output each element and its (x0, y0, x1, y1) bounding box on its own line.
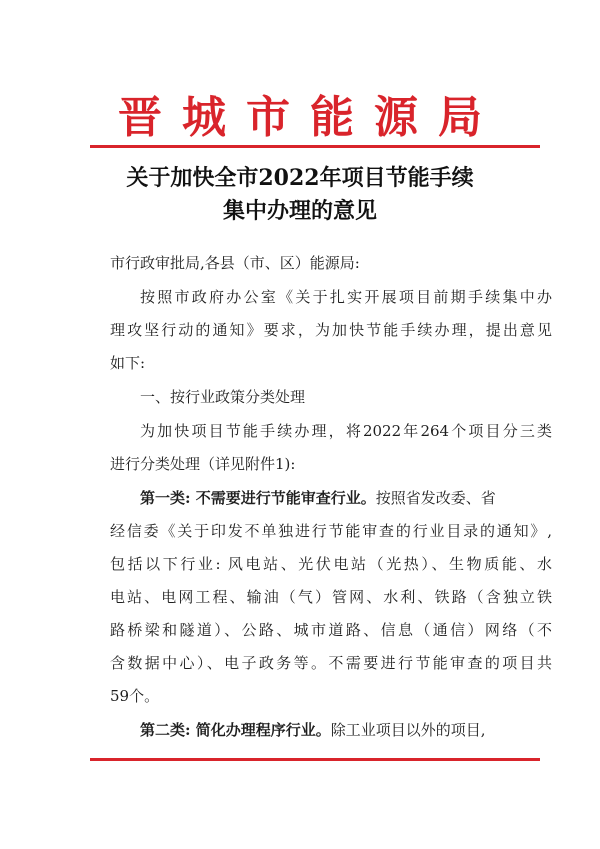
intro-line-2 (110, 318, 552, 343)
category-1-line-4 (110, 585, 552, 610)
intro-line-1 (140, 285, 552, 310)
section-1-para-line-1-text: 为加快项目节能手续办理，将2022年264个项目分三类 (140, 422, 552, 440)
category-1-line-1-rest: 按照省发改委、省 (375, 489, 496, 507)
masthead-title: 晋城市能源局 (118, 92, 502, 143)
category-1-line-4-text: 电站、电网工程、输油（气）管网、水利、铁路（含独立铁 (110, 588, 552, 606)
category-1-line-5 (110, 618, 552, 643)
category-2-line-1 (140, 718, 552, 743)
section-1-para-line-2: 进行分类处理（详见附件1): (110, 455, 296, 473)
category-1-line-3-text: 包括以下行业: 风电站、光伏电站（光热）、生物质能、水 (110, 555, 552, 573)
category-2-label: 第二类: 简化办理程序行业。 (140, 721, 331, 739)
intro-line-2-text: 理攻坚行动的通知》要求，为加快节能手续办理，提出意见 (110, 321, 552, 339)
category-1-line-5-text: 路桥梁和隧道）、公路、城市道路、信息（通信）网络（不 (110, 621, 552, 639)
category-1-line-1 (140, 486, 552, 511)
category-1-line-7: 59个。 (110, 687, 160, 705)
document-title-line-2: 集中办理的意见 (222, 198, 377, 224)
category-1-line-2 (110, 519, 552, 544)
category-1-line-2-text: 经信委《关于印发不单独进行节能审查的行业目录的通知》, (110, 522, 552, 540)
category-1-line-6 (110, 651, 552, 676)
document-title-line-1: 关于加快全市2022年项目节能手续 (126, 165, 474, 191)
section-1-heading: 一、按行业政策分类处理 (140, 388, 306, 406)
intro-line-1-text: 按照市政府办公室《关于扎实开展项目前期手续集中办 (140, 288, 552, 306)
footer-red-rule (90, 758, 540, 761)
category-1-line-3 (110, 552, 552, 577)
category-1-line-6-text: 含数据中心）、电子政务等。不需要进行节能审查的项目共 (110, 654, 552, 672)
category-2-line-1-rest: 除工业项目以外的项目, (330, 721, 486, 739)
section-1-para-line-1 (140, 419, 552, 444)
salutation: 市行政审批局,各县（市、区）能源局: (110, 254, 360, 272)
masthead-red-rule (90, 145, 540, 148)
category-1-label: 第一类: 不需要进行节能审查行业。 (140, 489, 376, 507)
intro-line-3: 如下: (110, 354, 146, 372)
